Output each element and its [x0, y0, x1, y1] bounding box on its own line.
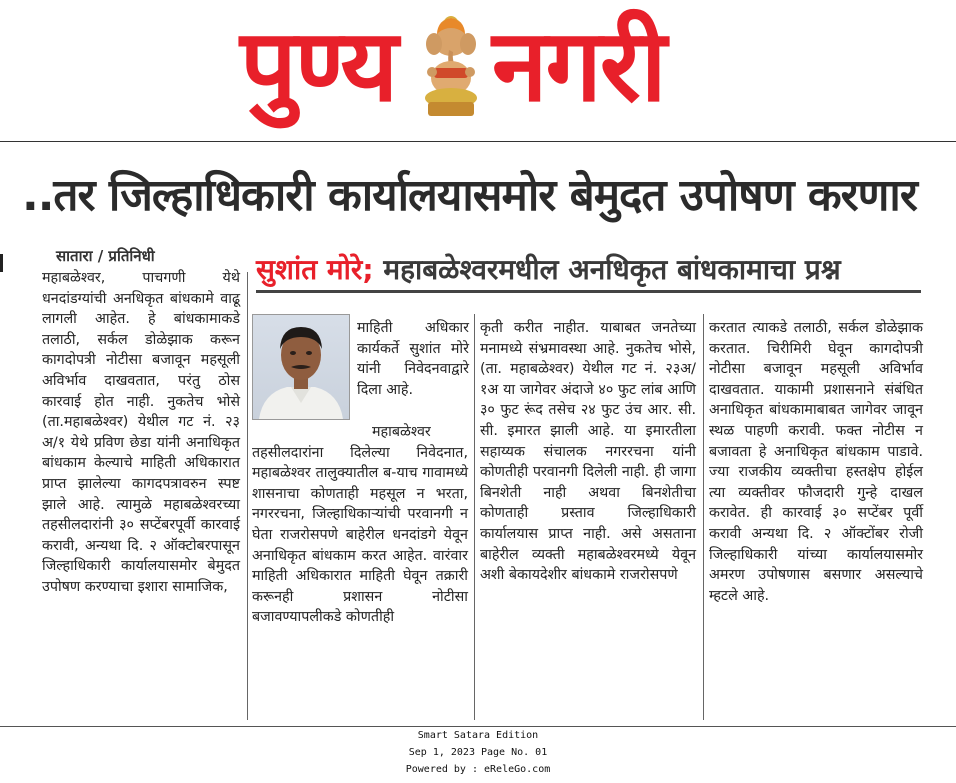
- masthead-title-right: नगरी: [492, 7, 665, 124]
- column-divider: [474, 314, 475, 720]
- edition-name: Smart Satara Edition: [417, 730, 539, 741]
- article-byline: सातारा / प्रतिनिधी: [56, 247, 155, 265]
- powered-by: Powered by : eReleGo.com: [405, 764, 551, 775]
- column-2-bottom-text: महाबळेश्वर तहसीलदारांना दिलेल्या निवेदनात, महाबळेश्वर तालुक्यातील ब-याच गावामध्ये शासनाचा कोणताही महसूल न भरता, नगररचना, जिल्हाधिकाऱ्यांची परवानगी न घेता राजरोसपणे बाहेरील धनदांडगे येवून अनाधिकृत बांधकाम करत आहेत. वारंवार माहिती अधिकारात माहिती घेवून तक्रारी करूनही प्रशासन नोटीसा बजावण्यापलीकडे कोणतीही: [252, 424, 468, 626]
- article-column-2-bottom: [252, 422, 468, 628]
- clip-edge-mark: [0, 254, 3, 272]
- column-1-text: महाबळेश्वर, पाचगणी येथे धनदांडग्यांची अनधिकृत बांधकामे वाढू लागली आहेत. हे बांधकामाकडे तलाठी, सर्कल डोळेझाक करून कागदोपत्री नोटीसा बजावून महसूली अविर्भाव दाखवतात, परंतु ठोस कारवाई होत नाही. नुकतेच भोसे (ता.महाबळेश्वर) येथील गट नं. २३ अ/१ येथे प्रविण छेडा यांनी अनाधिकृत बांधकाम केल्याचे माहिती अधिकारात प्राप्त झालेल्या कागदपत्रावरुन स्पष्ट झाले आहे. त्यामुळे महाबळेश्वरच्या तहसीलदारांनी ३० सप्टेंबरपूर्वी कारवाई करावी, अन्यथा दि. २ ऑक्टोबरपासून जिल्हाधिकारी कार्यालयासमोर बेमुदत उपोषण करण्याचा इशारा सामाजिक,: [42, 270, 240, 595]
- article-column-4: [709, 318, 923, 606]
- article-column-2-top: [357, 318, 469, 400]
- subhead-topic: महाबळेश्वरमधील अनधिकृत बांधकामाचा प्रश्न: [373, 253, 841, 286]
- ganesha-logo-icon: [416, 12, 486, 122]
- article-headline: ..तर जिल्हाधिकारी कार्यालयासमोर बेमुदत उपोषण करणार: [22, 170, 917, 221]
- masthead: [0, 0, 956, 142]
- column-divider: [247, 272, 248, 720]
- portrait-photo-icon: [252, 314, 350, 420]
- subhead-name: सुशांत मोरे;: [256, 253, 374, 286]
- edition-date-page: Sep 1, 2023 Page No. 01: [408, 747, 548, 758]
- column-2-top-text: माहिती अधिकार कार्यकर्ते सुशांत मोरे यांनी निवेदनवाद्वारे दिला आहे.: [357, 320, 469, 398]
- article-column-3: [480, 318, 696, 586]
- column-divider: [703, 314, 704, 720]
- column-4-text: करतात त्याकडे तलाठी, सर्कल डोळेझाक करतात. चिरीमिरी घेवून कागदोपत्री नोटीसा बजावून महसूली अविर्भाव दाखवतात. याकामी प्रशासनाने संबंधित अनाधिकृत बांधकामाबाबत जागेवर जावून स्थळ पाहणी करावी. फक्त नोटीस न बजावता हे अनाधिकृत बांधकाम पाडावे. ज्या राजकीय व्यक्तीचा हस्तक्षेप होईल त्या व्यक्तीवर फौजदारी गुन्हे दाखल करावेत. ही कारवाई ३० सप्टेंबर पूर्वी करावी अन्यथा दि. २ ऑक्टोंबर रोजी जिल्हाधिकारी यांच्या कार्यालयासमोर अमरण उपोषणास बसणार असल्याचे म्हटले आहे.: [709, 320, 923, 604]
- article-clipping: [0, 142, 956, 726]
- article-column-1: [42, 268, 240, 598]
- masthead-title-left: पुण्य: [240, 7, 397, 124]
- article-subhead: [256, 250, 921, 293]
- column-3-text: कृती करीत नाहीत. याबाबत जनतेच्या मनामध्ये संभ्रमावस्था आहे. नुकतेच भोसे, (ता. महाबळेश्वर) येथील गट नं. २३अ/ १अ या जागेवर अंदाजे ४० फुट लांब आणि ३० फुट रूंद तसेच २४ फुट उंच आर. सी. सी. इमारत झाली आहे. या इमारतीला सहाय्यक संचालक नगररचना यांनी कोणतीही परवानगी दिलेली नाही. ही जागा बिनशेती नाही अथवा बिनशेतीचा कोणताही प्रस्ताव जिल्हाधिकारी कार्यालयास प्राप्त नाही. असे असताना बाहेरील व्यक्ती महाबळेश्वरमध्ये येवून अशी बेकायदेशीर बांधकामे राजरोसपणे: [480, 320, 696, 584]
- edition-footer: [0, 726, 956, 783]
